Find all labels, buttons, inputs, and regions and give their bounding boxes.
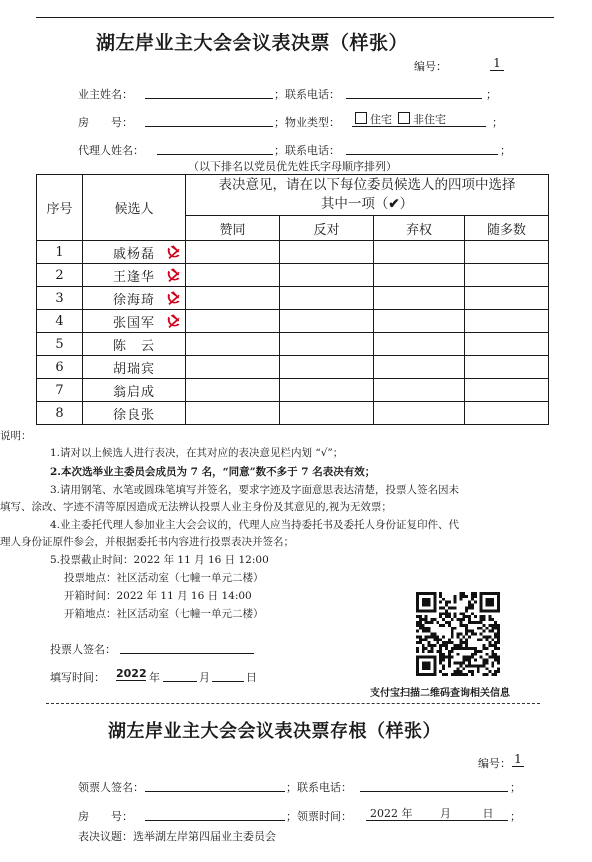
residential-label: 住宅	[370, 113, 392, 126]
party-emblem-icon	[165, 244, 181, 260]
vote-majority-cell[interactable]	[465, 356, 549, 379]
vote-majority-cell[interactable]	[465, 379, 549, 402]
vote-approve-cell[interactable]	[186, 310, 280, 333]
table-row	[37, 264, 549, 287]
row-index: 8	[37, 402, 83, 425]
vote-oppose-cell[interactable]	[280, 333, 374, 356]
option-approve-header: 赞同	[186, 216, 280, 241]
vote-abstain-cell[interactable]	[374, 333, 465, 356]
room-label: 房 号：	[78, 116, 133, 129]
room-field[interactable]	[145, 112, 273, 127]
party-emblem-icon	[165, 313, 181, 329]
instruction-2: 2.本次选举业主委员会成员为 7 名，“同意”数不多于 7 名表决有效；	[50, 466, 376, 478]
table-row	[37, 287, 549, 310]
vote-abstain-cell[interactable]	[374, 402, 465, 425]
vote-oppose-cell[interactable]	[280, 356, 374, 379]
opinion-header-line1: 表决意见，请在以下每位委员候选人的四项中选择	[218, 177, 516, 193]
fill-month-unit: 月	[199, 671, 210, 684]
serial-label: 编号：	[414, 60, 447, 73]
vote-approve-cell[interactable]	[186, 379, 280, 402]
vote-oppose-cell[interactable]	[280, 241, 374, 264]
table-row	[37, 241, 549, 264]
top-rule	[36, 17, 554, 18]
row-index: 3	[37, 287, 83, 310]
voter-sign-field[interactable]	[120, 639, 254, 654]
vote-oppose-cell[interactable]	[280, 264, 374, 287]
opinion-header-line2: 其中一项（	[320, 196, 389, 212]
candidate-cell	[83, 379, 186, 402]
table-row	[37, 310, 549, 333]
opinion-header	[186, 175, 549, 216]
cut-line	[46, 703, 540, 704]
stub-topic: 表决议题：选举湖左岸第四届业主委员会	[78, 830, 276, 843]
stub-phone-field[interactable]	[360, 777, 508, 792]
property-end: ；	[492, 116, 503, 129]
phone-end: ；	[486, 88, 497, 101]
vote-abstain-cell[interactable]	[374, 241, 465, 264]
row-index: 6	[37, 356, 83, 379]
receive-time-field[interactable]	[366, 805, 508, 821]
stub-phone-end: ；	[510, 781, 521, 794]
residential-checkbox[interactable]	[355, 112, 367, 124]
vote-approve-cell[interactable]	[186, 241, 280, 264]
vote-abstain-cell[interactable]	[374, 264, 465, 287]
vote-oppose-cell[interactable]	[280, 287, 374, 310]
row-index: 1	[37, 241, 83, 264]
stub-serial-value: 1	[512, 752, 524, 767]
party-emblem-icon	[165, 267, 181, 283]
open-time: 开箱时间：2022 年 11 月 16 日 14:00	[64, 590, 252, 602]
row-index: 7	[37, 379, 83, 402]
candidate-name: 陈 云	[112, 338, 155, 354]
proxy-name-field[interactable]	[157, 140, 273, 155]
vote-approve-cell[interactable]	[186, 333, 280, 356]
candidate-name: 胡瑞宾	[112, 361, 155, 377]
vote-abstain-cell[interactable]	[374, 356, 465, 379]
ranking-note: （以下排名以党员优先姓氏字母顺序排列）	[188, 160, 397, 173]
property-type-label: ；物业类型：	[274, 116, 340, 129]
vote-majority-cell[interactable]	[465, 241, 549, 264]
candidate-cell	[83, 241, 186, 264]
property-type-field	[352, 111, 486, 127]
table-row	[37, 356, 549, 379]
row-index: 2	[37, 264, 83, 287]
phone2-field[interactable]	[346, 140, 498, 155]
row-index: 5	[37, 333, 83, 356]
vote-oppose-cell[interactable]	[280, 379, 374, 402]
instruction-1: 1.请对以上候选人进行表决，在其对应的表决意见栏内划 “√”；	[50, 447, 344, 459]
open-place: 开箱地点：社区活动室（七幢一单元二楼）	[64, 608, 264, 620]
row-index: 4	[37, 310, 83, 333]
owner-name-label: 业主姓名：	[78, 88, 133, 101]
phone-field[interactable]	[346, 84, 482, 99]
vote-approve-cell[interactable]	[186, 287, 280, 310]
instruction-3a: 3.请用钢笔、水笔或圆珠笔填写并签名，要求字迹及字面意思表达清楚，投票人签名因未	[50, 484, 460, 496]
non-residential-label: 非住宅	[413, 113, 446, 126]
stub-serial-label: 编号：	[478, 757, 511, 770]
col-index-header: 序号	[37, 175, 83, 241]
instructions-heading: 说明：	[0, 430, 32, 442]
vote-majority-cell[interactable]	[465, 333, 549, 356]
table-row	[37, 402, 549, 425]
phone2-end: ；	[500, 144, 511, 157]
candidate-name: 张国军	[112, 315, 155, 331]
candidate-name: 徐良张	[112, 407, 155, 423]
vote-majority-cell[interactable]	[465, 264, 549, 287]
candidate-table	[36, 174, 549, 425]
fill-month-field[interactable]	[163, 667, 197, 682]
stub-room-field[interactable]	[145, 806, 285, 821]
stub-phone-label: ；联系电话：	[286, 781, 352, 794]
opinion-header-line2-end: ）	[399, 196, 414, 212]
vote-majority-cell[interactable]	[465, 287, 549, 310]
candidate-name: 徐海琦	[112, 292, 155, 308]
party-emblem-icon	[165, 290, 181, 306]
receive-time-end: ；	[510, 810, 521, 823]
option-oppose-header: 反对	[280, 216, 374, 241]
vote-majority-cell[interactable]	[465, 310, 549, 333]
owner-name-field[interactable]	[145, 84, 273, 99]
voter-sign-label: 投票人签名：	[50, 643, 116, 656]
ballot-title: 湖左岸业主大会会议表决票（样张）	[96, 32, 409, 54]
candidate-name: 王逢华	[112, 269, 155, 285]
fill-year[interactable]: 2022	[116, 667, 147, 680]
stub-room-label: 房 号：	[78, 810, 133, 823]
candidate-cell	[83, 310, 186, 333]
receive-day: 日	[482, 807, 494, 820]
candidate-cell	[83, 333, 186, 356]
phone2-label: ；联系电话：	[274, 144, 340, 157]
vote-approve-cell[interactable]	[186, 264, 280, 287]
receiver-sign-label: 领票人签名：	[78, 781, 144, 794]
fill-day-field[interactable]	[212, 667, 244, 682]
candidate-name: 翁启成	[112, 384, 155, 400]
candidate-cell	[83, 264, 186, 287]
vote-abstain-cell[interactable]	[374, 310, 465, 333]
option-abstain-header: 弃权	[374, 216, 465, 241]
vote-majority-cell[interactable]	[465, 402, 549, 425]
proxy-name-label: 代理人姓名：	[78, 144, 144, 157]
vote-abstain-cell[interactable]	[374, 379, 465, 402]
receive-time-label: ；领票时间：	[286, 810, 352, 823]
non-residential-checkbox[interactable]	[398, 112, 410, 124]
table-row	[37, 333, 549, 356]
vote-abstain-cell[interactable]	[374, 287, 465, 310]
candidate-name: 戚杨磊	[112, 246, 155, 262]
fill-year-unit: 年	[149, 671, 160, 684]
instruction-3b: 填写、涂改、字迹不清等原因造成无法辨认投票人业主身份及其意见的,视为无效票；	[0, 501, 392, 513]
receiver-sign-field[interactable]	[145, 777, 285, 792]
receive-month: 月	[440, 807, 451, 820]
option-majority-header: 随多数	[465, 216, 549, 241]
table-row	[37, 379, 549, 402]
candidate-cell	[83, 287, 186, 310]
qr-code-icon[interactable]	[416, 592, 500, 676]
vote-place: 投票地点：社区活动室（七幢一单元二楼）	[64, 572, 264, 584]
instruction-4a: 4.业主委托代理人参加业主大会会议的，代理人应当持委托书及委托人身份证复印件、代	[50, 519, 460, 531]
vote-approve-cell[interactable]	[186, 402, 280, 425]
vote-approve-cell[interactable]	[186, 356, 280, 379]
candidate-cell	[83, 402, 186, 425]
stub-title: 湖左岸业主大会会议表决票存根（样张）	[108, 721, 441, 742]
qr-caption: 支付宝扫描二维码查询相关信息	[370, 688, 510, 699]
vote-oppose-cell[interactable]	[280, 310, 374, 333]
col-candidate-header: 候选人	[83, 175, 186, 241]
check-mark-icon: ✔	[388, 196, 400, 212]
serial-value: 1	[490, 56, 504, 71]
phone-label: ；联系电话：	[274, 88, 340, 101]
instruction-4b: 理人身份证原件参会，并根据委托书内容进行投票表决并签名；	[0, 536, 294, 548]
fill-day-unit: 日	[246, 671, 257, 684]
fill-time-label: 填写时间：	[50, 671, 105, 684]
candidate-cell	[83, 356, 186, 379]
receive-year: 2022 年	[370, 807, 413, 820]
instruction-5: 5.投票截止时间：2022 年 11 月 16 日 12:00	[50, 554, 269, 566]
vote-oppose-cell[interactable]	[280, 402, 374, 425]
